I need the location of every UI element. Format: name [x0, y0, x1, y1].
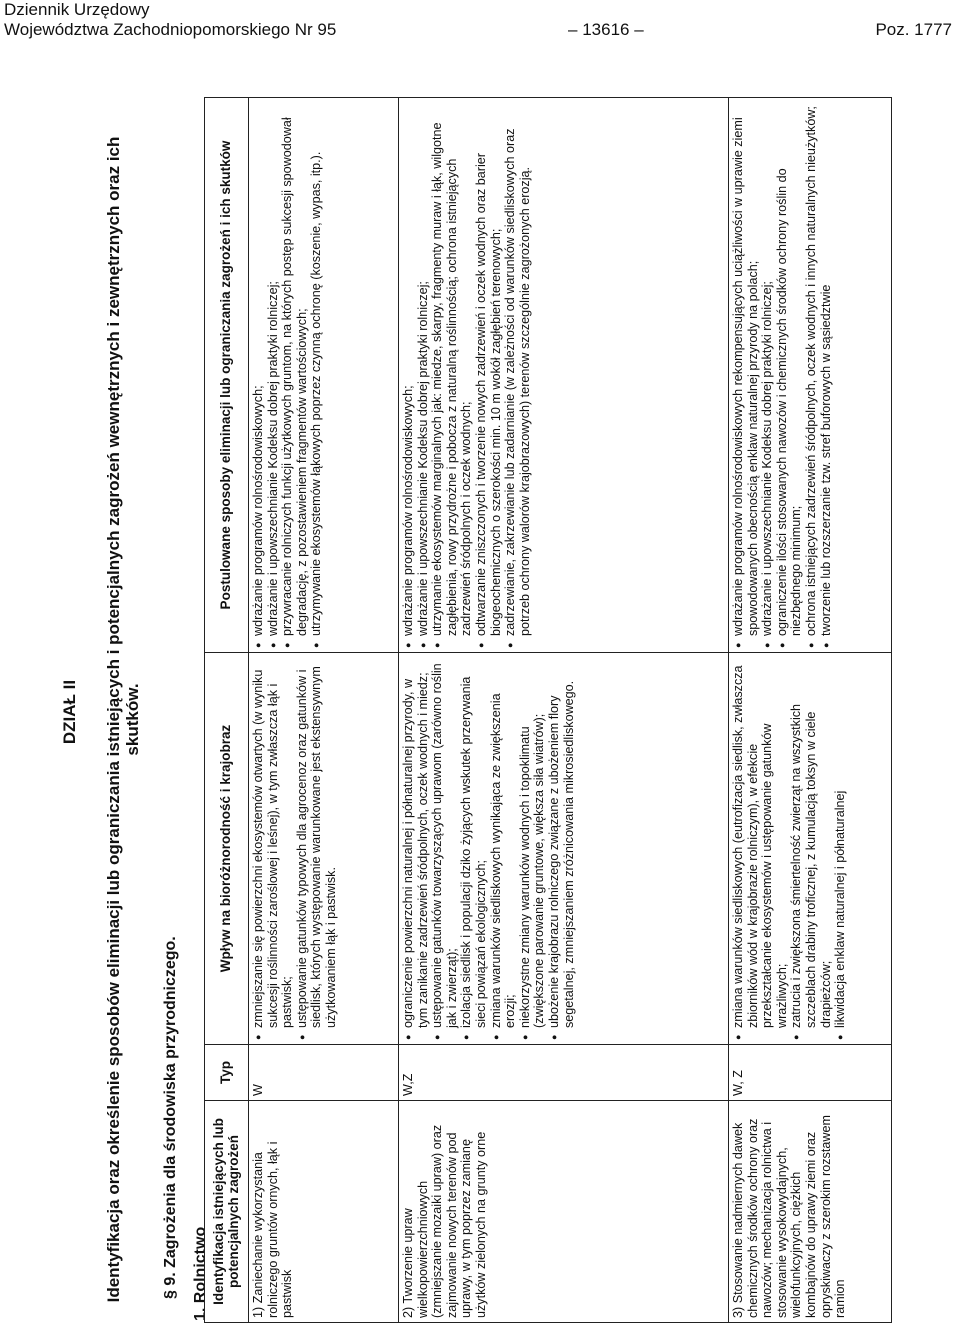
list-item: ● utrzymanie ekosystemów marginalnych jak: miedze, skarpy, fragmenty muraw i łąk, wilgotne zagłębienia, rowy przydrożne i pobocza z naturalną roślinnością; ochrona istniejących zadrzewień śródpolnych i oczek wodnych; [430, 102, 474, 636]
header-threat: Identyfikacja istniejących lub potencjalnych zagrożeń [205, 1101, 249, 1323]
list-item: ● wdrażanie i upowszechnianie Kodeksu dobrej praktyki rolniczej; [416, 102, 431, 636]
list-item: ● ubożenie krajobrazu rolniczego związane z ubożeniem flory segetalnej, zmniejszaniem zróżnicowania mikrosiedliskowego. [547, 657, 576, 1028]
header-measures: Postulowane sposoby eliminacji lub ograniczania zagrożeń i ich skutków [205, 98, 249, 653]
header-row [4, 20, 956, 40]
dzial-title: DZIAŁ II [60, 679, 79, 745]
list-item: ● ustępowanie gatunków towarzyszących uprawom (zarówno roślin jak i zwierząt); [430, 657, 459, 1028]
table-header-row [205, 98, 249, 1323]
header-type: Typ [205, 1045, 249, 1101]
list-item: ● ograniczenie powierzchni naturalnej i półnaturalnej przyrody, w tym zanikanie zadrzewień śródpolnych, oczek wodnych i miedz; [401, 657, 430, 1028]
type-cell: W [249, 1045, 399, 1101]
measures-cell [249, 98, 399, 653]
threat-cell: 2) Tworzenie upraw wielkopowierzchniowych (zmniejszanie mozaiki upraw) oraz zajmowanie nowych terenów pod uprawy, w tym poprzez zamianę użytków zielonych na grunty orne [399, 1101, 729, 1323]
measures-cell [399, 98, 729, 653]
impact-cell [729, 653, 892, 1045]
list-item: ● niekorzystne zmiany warunków wodnych i topoklimatu (zwiększone parowanie gruntowe, większa siła wiatrów); [518, 657, 547, 1028]
type-cell: W, Z [729, 1045, 892, 1101]
header-impact: Wpływ na bioróżnorodność i krajobraz [205, 653, 249, 1045]
list-item: ● zatrucia i zwiększona śmiertelność zwierząt na wszystkich szczeblach drabiny troficznej, z kumulacją toksyn w ciele drapieżców; [789, 657, 833, 1028]
list-item: ● zmiana warunków siedliskowych wynikająca ze zwiększenia erozji; [489, 657, 518, 1028]
list-item: ● wdrażanie programów rolnośrodowiskowych; [251, 102, 266, 636]
table-row [249, 98, 399, 1323]
list-item: ● wdrażanie i upowszechnianie Kodeksu dobrej praktyki rolniczej; [266, 102, 281, 636]
impact-cell [249, 653, 399, 1045]
list-item: ● wdrażanie programów rolnośrodowiskowych rekompensujących uciążliwości w uprawie ziemi spowodowanych obecnością enklaw naturalnej przyrody na polach; [731, 102, 760, 636]
journal-issue: Województwa Zachodniopomorskiego Nr 95 [4, 20, 337, 39]
list-item: ● zmniejszanie się powierzchni ekosystemów otwartych (w wyniku sukcesji roślinności zaroślowej i leśnej), w tym zwłaszcza łąk i pastwisk; [251, 657, 295, 1028]
measures-cell [729, 98, 892, 653]
intro-line-1: Identyfikacja oraz określenie sposobów eliminacji lub ograniczania istniejących i potencjalnych zagrożeń wewnętrznych i zewnętrznych oraz ich [104, 136, 123, 1303]
list-item: ● odtwarzanie zniszczonych i tworzenie nowych zadrzewień i oczek wodnych oraz barier biogeochemicznych o szerokości min. 10 m wokół zagłębień terenowych; [474, 102, 503, 636]
threat-cell: 1) Zaniechanie wykorzystania rolniczego gruntów ornych, łąk i pastwisk [249, 1101, 399, 1323]
intro-line-2: skutków. [123, 683, 142, 756]
page-number: – 13616 – [568, 20, 644, 39]
list-item: ● ograniczenie ilości stosowanych nawozów i chemicznych środków ochrony roślin do niezbędnego minimum; [775, 102, 804, 636]
position-number: Poz. 1777 [875, 20, 952, 39]
table-row [729, 98, 892, 1323]
list-item: ● zadrzewianie, zakrzewianie lub zadarnianie (w zależności od warunków siedliskowych oraz potrzeb ochrony walorów krajobrazowych) terenów szczególnie zagrożonych erozją. [503, 102, 532, 636]
type-cell: W,Z [399, 1045, 729, 1101]
list-item: ● utrzymywanie ekosystemów łąkowych poprzez czynną ochronę (koszenie, wypas, itp.). [309, 102, 324, 636]
list-item: ● zmiana warunków siedliskowych (eutrofizacja siedlisk, zwłaszcza zbiorników wód w krajobrazie rolniczym), w efekcie przekształcanie ekosystemów i ustępowanie gatunków wrażliwych; [731, 657, 789, 1028]
threat-cell: 3) Stosowanie nadmiernych dawek chemicznych środków ochrony oraz nawozów; mechanizacja rolnictwa i stosowanie wysokowydajnych, wielofunkcyjnych, ciężkich kombajnów do uprawy ziemi oraz opryskiwaczy z szerokim rozstawem ramion [729, 1101, 892, 1323]
impact-cell [399, 653, 729, 1045]
list-item: ● przywracanie rolniczych funkcji użytkowych gruntom, na których postęp sukcesji spowodował degradację, z pozostawieniem fragmentów wartościowych; [280, 102, 309, 636]
journal-name: Dziennik Urzędowy [4, 0, 150, 19]
list-item: ● likwidacja enklaw naturalnej i półnaturalnej [833, 657, 848, 1028]
list-item: ● tworzenie lub rozszerzanie tzw. stref buforowych w sąsiedztwie [819, 102, 834, 636]
list-item: ● ochrona istniejących zadrzewień śródpolnych, oczek wodnych i innych naturalnych nieużytków; [804, 102, 819, 636]
intro-heading [104, 112, 142, 1327]
threats-table [204, 97, 892, 1323]
rotated-content [60, 97, 920, 1327]
page-header [4, 0, 956, 40]
list-item: ● izolacja siedlisk i populacji dziko żyjących wskutek przerywania sieci powiązań ekologicznych; [459, 657, 488, 1028]
subsection-title: 1. Rolnictwo [192, 1226, 209, 1321]
table-row [399, 98, 729, 1323]
section-title: § 9. Zagrożenia dla środowiska przyrodniczego. [162, 936, 179, 1299]
list-item: ● wdrażanie i upowszechnianie Kodeksu dobrej praktyki rolniczej; [760, 102, 775, 636]
list-item: ● wdrażanie programów rolnośrodowiskowych; [401, 102, 416, 636]
list-item: ● ustępowanie gatunków typowych dla agrocenoz oraz gatunków i siedlisk, których występowanie warunkowane jest ekstensywnym użytkowaniem łąk i pastwisk. [295, 657, 339, 1028]
